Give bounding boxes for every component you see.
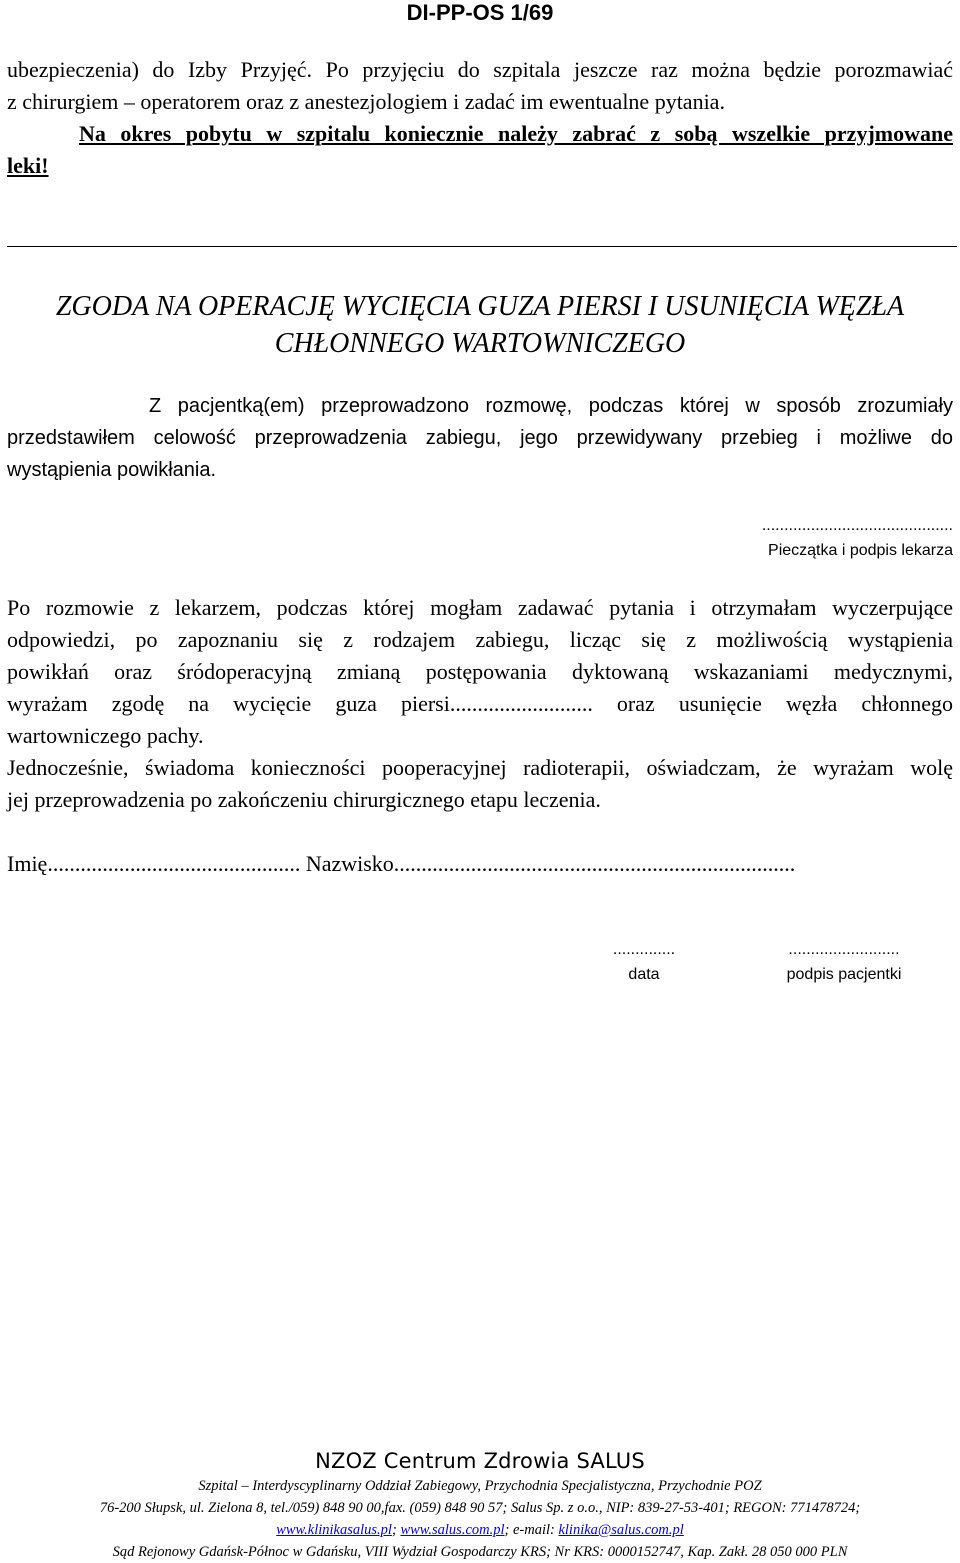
consent-line-3: powikłań oraz śródoperacyjną zmianą postępowania dyktowaną wskazaniami medycznymi, [7,659,953,684]
footer-link-klinikasalus[interactable]: www.klinikasalus.pl [276,1522,392,1538]
patient-signature-block [734,941,954,985]
footer-org-name: NZOZ Centrum Zdrowia SALUS [315,1449,645,1473]
footer-separator: ; [391,1522,401,1538]
consent-line-7: jej przeprowadzenia po zakończeniu chirurgicznego etapu leczenia. [7,787,601,812]
doctor-signature-label: Pieczątka i podpis lekarza [768,542,953,559]
doctor-statement [7,390,953,486]
consent-line-5: wartowniczego pachy. [7,723,204,748]
doctor-signature-block [762,517,953,561]
patient-name-field: Imię.............................................. Nazwisko......................................................................... [7,851,796,876]
doctor-signature-line: ........................................... [761,517,953,534]
patient-signature-line: ......................... [788,941,900,958]
section-divider [7,246,957,247]
date-label: data [628,966,660,983]
patient-consent [7,592,953,816]
date-line: .............. [612,941,676,958]
consent-title-line-1: ZGODA NA OPERACJĘ WYCIĘCIA GUZA PIERSI I USUNIĘCIA WĘZŁA [55,291,905,322]
footer-registry: Sąd Rejonowy Gdańsk-Północ w Gdańsku, VIII Wydział Gospodarczy KRS; Nr KRS: 0000152747, Kap. Zakł. 28 050 000 PLN [112,1544,848,1560]
intro-paragraph [7,54,953,182]
footer-link-salus[interactable]: www.salus.com.pl [400,1522,505,1538]
consent-title [0,288,960,362]
date-signature-block [596,941,692,985]
doctor-statement-line-3: wystąpienia powikłania. [7,459,217,481]
medication-notice-end: leki! [7,153,49,178]
intro-line-2: z chirurgiem – operatorem oraz z anestezjologiem i zadać im ewentualne pytania. [7,89,725,114]
doctor-statement-line-1: Z pacjentką(em) przeprowadzono rozmowę, podczas której w sposób zrozumiały [149,395,953,417]
document-id: DI-PP-OS 1/69 [406,0,554,25]
footer-departments: Szpital – Interdyscyplinarny Oddział Zabiegowy, Przychodnia Specjalistyczna, Przychodnie POZ [198,1478,762,1494]
footer [0,1447,960,1563]
footer-email-prefix: ; e-mail: [504,1522,559,1538]
footer-email-link[interactable]: klinika@salus.com.pl [558,1522,684,1538]
medication-notice: Na okres pobytu w szpitalu koniecznie należy zabrać z sobą wszelkie przyjmowane [79,121,953,146]
consent-line-6: Jednocześnie, świadoma konieczności pooperacyjnej radioterapii, oświadczam, że wyrażam wolę [7,755,953,780]
consent-title-line-2: CHŁONNEGO WARTOWNICZEGO [274,328,686,359]
consent-line-1: Po rozmowie z lekarzem, podczas której mogłam zadawać pytania i otrzymałam wyczerpujące [7,595,953,620]
footer-address: 76-200 Słupsk, ul. Zielona 8, tel./059) 848 90 00,fax. (059) 848 90 57; Salus Sp. z o.o., NIP: 839-27-53-401; REGON: 771478724; [99,1500,861,1516]
consent-line-4: wyrażam zgodę na wycięcie guza piersi.......................... oraz usunięcie węzła chłonnego [7,691,953,716]
footer-contacts [0,1519,960,1541]
intro-line-1: ubezpieczenia) do Izby Przyjęć. Po przyjęciu do szpitala jeszcze raz można będzie porozmawiać [7,57,953,82]
doctor-statement-line-2: przedstawiłem celowość przeprowadzenia zabiegu, jego przewidywany przebieg i możliwe do [7,427,953,449]
patient-signature-label: podpis pacjentki [786,966,902,983]
consent-line-2: odpowiedzi, po zapoznaniu się z rodzajem zabiegu, licząc się z możliwością wystąpienia [7,627,953,652]
